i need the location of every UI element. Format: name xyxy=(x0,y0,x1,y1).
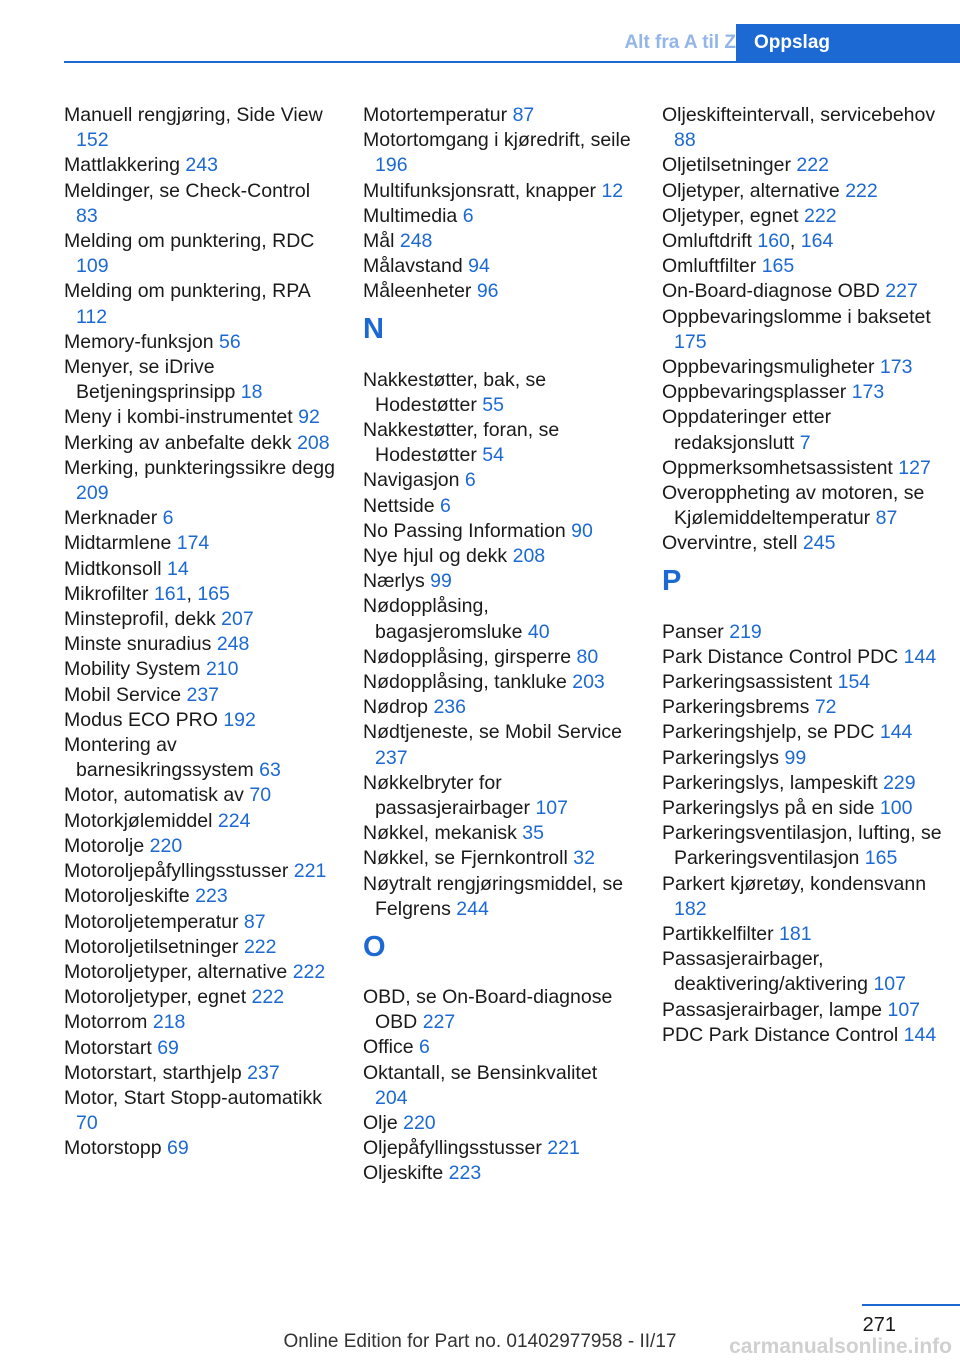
page-link[interactable]: 107 xyxy=(535,797,568,820)
page-link[interactable]: 83 xyxy=(76,204,98,227)
index-entry xyxy=(363,468,635,493)
active-tab[interactable]: Oppslag xyxy=(736,24,960,61)
index-entry xyxy=(363,872,635,922)
index-term: Olje xyxy=(363,1112,398,1135)
page-link[interactable]: 144 xyxy=(903,645,937,668)
page-link[interactable]: 224 xyxy=(217,809,251,832)
index-term: Minste snuradius xyxy=(64,633,212,656)
index-entry xyxy=(363,1161,635,1186)
page-link[interactable]: 222 xyxy=(251,986,285,1009)
index-term: Passasjerairbager, deaktivering/aktivering xyxy=(662,948,869,996)
index-entry xyxy=(662,279,952,304)
page-link[interactable]: 99 xyxy=(430,570,452,593)
page-link[interactable]: 173 xyxy=(851,381,885,404)
index-entry xyxy=(662,746,952,771)
index-term: Navigasjon xyxy=(363,469,460,492)
page-link[interactable]: 6 xyxy=(462,204,474,227)
index-entry xyxy=(64,1036,336,1061)
index-term: Motorstart xyxy=(64,1036,152,1059)
index-term: Nøkkel, mekanisk xyxy=(363,822,517,845)
index-entry xyxy=(64,229,336,279)
index-entry xyxy=(662,821,952,871)
page-link[interactable]: 99 xyxy=(784,746,807,769)
index-entry xyxy=(64,783,336,808)
index-entry: Mikrofilter 161, 165 xyxy=(64,582,230,605)
index-term: Oljepåfyllingsstusser xyxy=(363,1137,542,1160)
index-entry xyxy=(363,1111,635,1136)
page-link[interactable]: 96 xyxy=(476,280,499,303)
index-term: Motorkjølemiddel xyxy=(64,809,213,832)
index-term: Omluftfilter xyxy=(662,255,757,278)
index-term: Nøytralt rengjøringsmiddel, se Felgrens xyxy=(363,872,624,920)
index-term: Nøkkel, se Fjernkontroll xyxy=(363,847,568,870)
index-entry xyxy=(64,985,336,1010)
index-entry xyxy=(64,657,336,682)
index-term: Oljetilsetninger xyxy=(662,154,791,177)
index-term: Nødopplåsing, girsperre xyxy=(363,645,572,668)
page-link[interactable]: 18 xyxy=(240,381,263,404)
index-entry xyxy=(64,960,336,985)
index-term: Motorrom xyxy=(64,1011,148,1034)
index-term: Passasjerairbager, lampe xyxy=(662,998,883,1021)
index-term: Partikkelfilter xyxy=(662,923,774,946)
index-entry xyxy=(363,720,635,770)
index-entry xyxy=(363,985,635,1035)
page-link[interactable]: 55 xyxy=(482,393,504,416)
index-term: Oppbevaringslomme i baksetet xyxy=(662,305,931,328)
index-term: Parkeringsbrems xyxy=(662,696,810,719)
index-term: Motortomgang i kjøredrift, seile xyxy=(363,129,631,152)
page-link[interactable]: 221 xyxy=(293,860,327,883)
index-entry xyxy=(64,103,336,153)
page-link[interactable]: 237 xyxy=(186,683,220,706)
page-link[interactable]: 243 xyxy=(185,154,218,177)
index-entry xyxy=(363,771,635,821)
index-entry xyxy=(363,204,635,229)
page-link[interactable]: 208 xyxy=(297,431,330,454)
index-entry xyxy=(662,645,952,670)
index-entry xyxy=(662,796,952,821)
page-link[interactable]: 182 xyxy=(674,897,707,920)
section-tab[interactable]: Alt fra A til Z xyxy=(624,31,736,53)
page-link[interactable]: 244 xyxy=(456,897,489,920)
page-link[interactable]: 6 xyxy=(464,469,476,492)
index-entry xyxy=(662,103,952,153)
page-link[interactable]: 237 xyxy=(247,1061,280,1084)
index-entry xyxy=(662,695,952,720)
index-term: Motorstopp xyxy=(64,1137,162,1160)
index-term: On-Board-diagnose OBD xyxy=(662,280,880,303)
page-link[interactable]: 107 xyxy=(887,998,921,1021)
index-entry xyxy=(363,695,635,720)
page-link[interactable]: 161 xyxy=(153,582,187,605)
index-entry xyxy=(363,418,635,468)
index-entry xyxy=(662,670,952,695)
index-term: Oppdateringer etter redaksjonslutt xyxy=(662,406,832,454)
index-entry xyxy=(662,204,952,229)
page-link[interactable]: 236 xyxy=(433,696,466,719)
index-entry xyxy=(363,279,635,304)
page-link[interactable]: 32 xyxy=(573,847,595,870)
index-term: Merking, punkteringssikre degg xyxy=(64,456,335,479)
page-link[interactable]: 222 xyxy=(292,960,326,983)
page-link[interactable]: 35 xyxy=(522,822,544,845)
index-term: Motoroljetilsetninger xyxy=(64,935,239,958)
page-link[interactable]: 220 xyxy=(403,1112,436,1135)
page-link[interactable]: 209 xyxy=(76,482,109,505)
page-number: 271 xyxy=(862,1314,896,1336)
index-entry xyxy=(64,330,336,355)
index-term: OBD, se On-Board-diagnose OBD xyxy=(363,986,613,1034)
index-term: Melding om punktering, RDC xyxy=(64,230,315,253)
index-term: Office xyxy=(363,1036,414,1059)
index-entry xyxy=(662,380,952,405)
page-link[interactable]: 207 xyxy=(221,608,254,631)
index-term: Meldinger, se Check-Control xyxy=(64,179,311,202)
index-term: Parkeringslys xyxy=(662,746,780,769)
index-entry xyxy=(662,620,952,645)
index-term: Parkert kjøretøy, kondensvann xyxy=(662,872,927,895)
page-link[interactable]: 181 xyxy=(779,923,812,946)
index-entry xyxy=(64,1061,336,1086)
index-term: Oljetyper, alternative xyxy=(662,179,840,202)
index-term: Oljetyper, egnet xyxy=(662,204,799,227)
page-link[interactable]: 72 xyxy=(814,696,837,719)
index-term: Oppmerksomhetsassistent xyxy=(662,456,893,479)
page-link[interactable]: 154 xyxy=(837,671,871,694)
index-entry xyxy=(363,179,635,204)
index-entry xyxy=(363,494,635,519)
index-term: PDC Park Distance Control xyxy=(662,1023,899,1046)
index-entry xyxy=(64,1010,336,1035)
index-letter-heading: N xyxy=(363,313,384,346)
page-link[interactable]: 6 xyxy=(439,494,451,517)
index-term: Nakkestøtter, bak, se Hodestøtter xyxy=(363,368,547,416)
page-link[interactable]: 12 xyxy=(601,179,624,202)
index-term: Motorolje xyxy=(64,834,145,857)
index-entry xyxy=(363,821,635,846)
index-entry xyxy=(662,922,952,947)
index-term: Oljeskifteintervall, servicebehov xyxy=(662,104,936,126)
page-link[interactable]: 204 xyxy=(375,1086,408,1109)
index-term: Nøkkelbryter for passasjerairbager xyxy=(363,771,531,820)
index-term: Nye hjul og dekk xyxy=(363,545,508,568)
index-term: No Passing Information xyxy=(363,519,566,542)
index-term: Målavstand xyxy=(363,255,463,278)
footer-rule xyxy=(862,1304,960,1306)
index-entry xyxy=(662,254,952,279)
index-entry xyxy=(363,645,635,670)
index-term: Motoroljetyper, egnet xyxy=(64,986,247,1009)
watermark: carmanualsonline.info xyxy=(729,1335,952,1358)
index-entry xyxy=(363,368,635,418)
index-term: Oktantall, se Bensinkvalitet xyxy=(363,1061,598,1084)
page-link[interactable]: 87 xyxy=(512,104,535,126)
page-link[interactable]: 222 xyxy=(796,154,829,177)
index-term: Mål xyxy=(363,230,395,253)
index-entry xyxy=(64,506,336,531)
index-entry xyxy=(662,720,952,745)
index-entry xyxy=(64,1136,336,1161)
index-entry xyxy=(64,935,336,960)
index-term: Modus ECO PRO xyxy=(64,708,218,731)
index-term: Montering av barnesikringssystem xyxy=(64,734,254,782)
index-term: Melding om punktering, RPA xyxy=(64,280,310,303)
page-link[interactable]: 40 xyxy=(527,620,550,643)
index-entry xyxy=(363,103,635,128)
index-entry xyxy=(662,872,952,922)
index-entry xyxy=(64,834,336,859)
index-entry xyxy=(64,910,336,935)
index-term: Manuell rengjøring, Side View xyxy=(64,104,323,126)
page-link[interactable]: 175 xyxy=(674,330,707,353)
page-link[interactable]: 222 xyxy=(243,935,277,958)
index-entry xyxy=(363,229,635,254)
index-entry xyxy=(662,771,952,796)
index-term: Motorstart, starthjelp xyxy=(64,1061,242,1084)
page-link[interactable]: 165 xyxy=(864,847,898,870)
index-term: Menyer, se iDrive Betjeningsprinsipp xyxy=(64,356,236,404)
index-term: Nødopplåsing, bagasjeromsluke xyxy=(363,595,523,643)
index-term: Merknader xyxy=(64,507,158,530)
page-link[interactable]: 218 xyxy=(152,1011,186,1034)
page-link[interactable]: 210 xyxy=(205,658,239,681)
index-entry xyxy=(64,632,336,657)
index-entry xyxy=(64,607,336,632)
index-term: Motortemperatur xyxy=(363,104,508,126)
page-link[interactable]: 165 xyxy=(197,582,230,605)
index-entry xyxy=(64,859,336,884)
index-entry xyxy=(662,153,952,178)
page-link[interactable]: 220 xyxy=(149,834,183,857)
index-entry xyxy=(363,846,635,871)
index-entry xyxy=(363,128,635,178)
index-term: Nettside xyxy=(363,494,435,517)
index-term: Merking av anbefalte dekk xyxy=(64,431,292,454)
page-link[interactable]: 248 xyxy=(399,230,433,253)
index-entry xyxy=(64,708,336,733)
page-link[interactable]: 70 xyxy=(249,784,272,807)
index-term: Motor, Start Stopp-automatikk xyxy=(64,1086,322,1109)
page-link[interactable]: 88 xyxy=(674,129,696,152)
page-link[interactable]: 7 xyxy=(799,431,811,454)
header-rule xyxy=(64,61,960,63)
index-term: Motor, automatisk av xyxy=(64,784,244,807)
index-term: Midtarmlene xyxy=(64,532,172,555)
page-link[interactable]: 14 xyxy=(166,557,189,580)
edition-note: Online Edition for Part no. 01402977958 - II/17 xyxy=(283,1331,677,1352)
page-link[interactable]: 127 xyxy=(898,456,931,479)
index-entry xyxy=(64,884,336,909)
index-term: Parkeringslys på en side xyxy=(662,797,875,820)
index-column-3 xyxy=(662,103,952,1048)
index-entry xyxy=(363,1136,635,1161)
index-entry xyxy=(662,1023,952,1048)
page-link[interactable]: 222 xyxy=(804,204,837,227)
page-link[interactable]: 69 xyxy=(166,1137,189,1160)
page-link[interactable]: 87 xyxy=(875,507,898,530)
page-link[interactable]: 164 xyxy=(800,230,834,253)
index-entry xyxy=(64,683,336,708)
index-term: Overvintre, stell xyxy=(662,532,798,555)
page-link[interactable]: 245 xyxy=(802,532,836,555)
index-entry xyxy=(64,1086,336,1136)
page-link[interactable]: 219 xyxy=(729,620,762,643)
page-link[interactable]: 94 xyxy=(468,255,490,278)
index-term: Multimedia xyxy=(363,204,458,227)
index-entry xyxy=(64,809,336,834)
index-term: Måleenheter xyxy=(363,280,472,303)
page-link[interactable]: 223 xyxy=(195,885,228,908)
index-term: Oppbevaringsmuligheter xyxy=(662,356,875,379)
index-term: Parkeringsventilasjon, lufting, se Parkeringsventilasjon xyxy=(662,822,942,870)
index-entry xyxy=(64,355,336,405)
page-link[interactable]: 63 xyxy=(259,759,281,782)
index-term: Parkeringshjelp, se PDC xyxy=(662,721,875,744)
index-entry xyxy=(363,544,635,569)
page-link[interactable]: 192 xyxy=(223,708,256,731)
page-link[interactable]: 144 xyxy=(879,721,913,744)
page-link[interactable]: 6 xyxy=(162,507,174,530)
index-entry xyxy=(662,998,952,1023)
index-term: Motoroljepåfyllingsstusser xyxy=(64,860,289,883)
index-term: Oppbevaringsplasser xyxy=(662,381,847,404)
page-link[interactable]: 144 xyxy=(903,1023,937,1046)
index-entry xyxy=(662,179,952,204)
page-link[interactable]: 227 xyxy=(885,280,918,303)
index-term: Parkeringsassistent xyxy=(662,671,833,694)
index-term: Mobil Service xyxy=(64,683,182,706)
index-entry xyxy=(662,531,952,556)
index-term: Mikrofilter xyxy=(64,582,149,605)
page-link[interactable]: 248 xyxy=(216,633,250,656)
index-entry xyxy=(662,355,952,380)
index-entry xyxy=(64,557,336,582)
index-entry xyxy=(64,431,336,456)
index-term: Oljeskifte xyxy=(363,1162,444,1185)
index-term: Nødopplåsing, tankluke xyxy=(363,671,567,694)
index-entry xyxy=(64,456,336,506)
page-link[interactable]: 56 xyxy=(218,330,241,353)
page-link[interactable]: 173 xyxy=(879,356,913,379)
page-link[interactable]: 69 xyxy=(157,1036,179,1059)
page-link[interactable]: 109 xyxy=(76,255,109,278)
index-term: Motoroljetemperatur xyxy=(64,910,239,933)
index-entry xyxy=(363,254,635,279)
index-term: Minsteprofil, dekk xyxy=(64,608,216,631)
index-letter-heading: O xyxy=(363,930,386,963)
page-link[interactable]: 112 xyxy=(76,305,108,328)
page-link[interactable]: 80 xyxy=(576,645,599,668)
page-link[interactable]: 196 xyxy=(375,154,408,177)
index-term: Multifunksjonsratt, knapper xyxy=(363,179,597,202)
index-term: Midtkonsoll xyxy=(64,557,162,580)
index-term: Park Distance Control PDC xyxy=(662,645,899,668)
page-link[interactable]: 208 xyxy=(512,545,546,568)
page-link[interactable]: 174 xyxy=(176,532,210,555)
index-entry xyxy=(662,481,952,531)
index-term: Nærlys xyxy=(363,570,425,593)
index-term: Omluftdrift xyxy=(662,230,752,253)
index-entry xyxy=(662,947,952,997)
index-term: Nødtjeneste, se Mobil Service xyxy=(363,721,623,744)
index-entry xyxy=(662,305,952,355)
index-term: Memory-funksjon xyxy=(64,330,214,353)
index-entry xyxy=(363,569,635,594)
index-column-1 xyxy=(64,103,336,1162)
index-term: Motoroljeskifte xyxy=(64,885,190,908)
index-entry xyxy=(64,279,336,329)
index-entry xyxy=(64,405,336,430)
index-entry xyxy=(662,405,952,455)
page-link[interactable]: 222 xyxy=(845,179,878,202)
page-link[interactable]: 70 xyxy=(76,1112,98,1135)
index-term: Motoroljetyper, alternative xyxy=(64,960,288,983)
index-entry xyxy=(64,179,336,229)
page-link[interactable]: 90 xyxy=(571,519,593,542)
index-entry xyxy=(662,456,952,481)
page-link[interactable]: 100 xyxy=(879,797,913,820)
page-link[interactable]: 223 xyxy=(448,1162,482,1185)
page-link[interactable]: 227 xyxy=(422,1011,456,1034)
page-link[interactable]: 87 xyxy=(243,910,266,933)
index-term: Nødrop xyxy=(363,696,429,719)
page-link[interactable]: 92 xyxy=(298,406,320,429)
page-link[interactable]: 203 xyxy=(572,671,605,694)
index-entry: Omluftdrift 160, 164 xyxy=(662,230,834,253)
page-link[interactable]: 229 xyxy=(883,771,916,794)
page-link[interactable]: 165 xyxy=(761,255,795,278)
page-link[interactable]: 107 xyxy=(873,973,906,996)
index-entry xyxy=(64,153,336,178)
index-entry xyxy=(363,1061,635,1111)
index-entry xyxy=(363,519,635,544)
index-term: Nakkestøtter, foran, se Hodestøtter xyxy=(363,419,560,467)
page-link[interactable]: 160 xyxy=(757,230,790,253)
index-entry xyxy=(363,1035,635,1060)
index-term: Mattlakkering xyxy=(64,154,180,177)
index-entry xyxy=(64,733,336,783)
index-term: Overoppheting av motoren, se Kjølemiddeltemperatur xyxy=(662,482,925,530)
index-entry xyxy=(363,594,635,644)
page-link[interactable]: 237 xyxy=(375,746,408,769)
index-term: Parkeringslys, lampeskift xyxy=(662,771,878,794)
page-link[interactable]: 221 xyxy=(547,1137,580,1160)
index-entry xyxy=(64,531,336,556)
index-entry xyxy=(363,670,635,695)
index-term: Panser xyxy=(662,620,724,643)
page-link[interactable]: 54 xyxy=(482,444,504,467)
index-column-2 xyxy=(363,103,635,1187)
page-link[interactable]: 152 xyxy=(76,129,109,152)
index-term: Meny i kombi-instrumentet xyxy=(64,406,293,429)
page-link[interactable]: 6 xyxy=(419,1036,430,1059)
index-letter-heading: P xyxy=(662,565,682,598)
index-term: Mobility System xyxy=(64,658,201,681)
